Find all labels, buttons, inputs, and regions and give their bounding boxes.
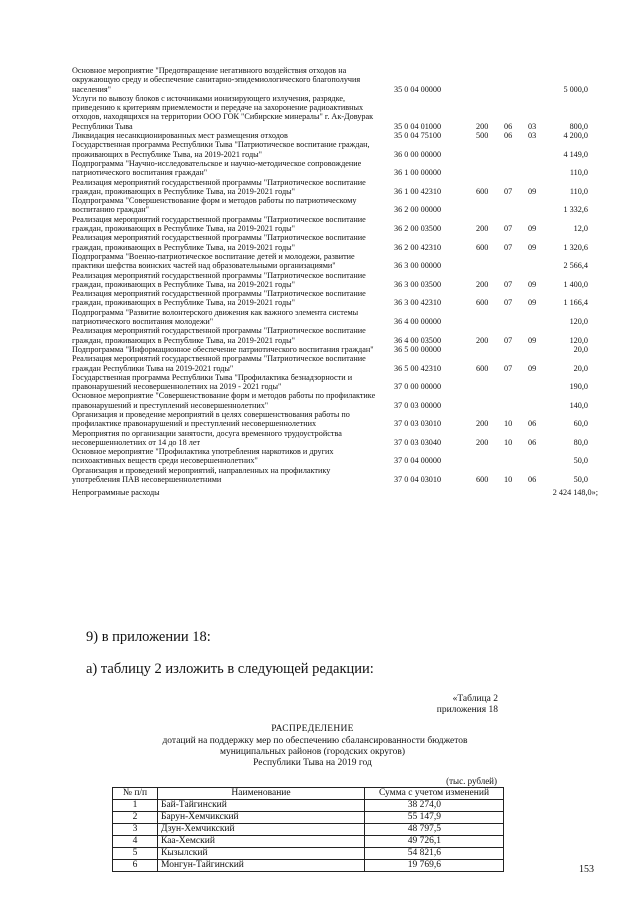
row-sum: 50,0 [573, 475, 588, 485]
distribution-table-body [113, 800, 504, 872]
budget-row [72, 289, 612, 308]
row-code: 37 0 00 00000 [394, 382, 442, 392]
row-section: 07 [504, 335, 513, 345]
row-subsection: 09 [528, 335, 537, 345]
row-name: Подпрограмма "Военно-патриотическое воспитание детей и молодежи, развитие практики шефства воинских частей над образовательными организациями" [72, 251, 355, 271]
row-expense-type: 600 [476, 475, 489, 485]
row-name: Подпрограмма "Развитие волонтерского движения как важного элемента системы патриотического воспитания молодежи" [72, 307, 359, 327]
row-subsection: 09 [528, 363, 537, 373]
row-sum: 1 320,6 [563, 242, 588, 252]
row-expense-type: 600 [476, 298, 489, 308]
row-sum: 110,0 [569, 168, 588, 178]
row-code: 36 3 00 00000 [394, 261, 442, 271]
budget-row [72, 94, 612, 131]
row-code: 35 0 04 00000 [394, 84, 442, 94]
distribution-subtitle-2: муниципальных районов (городских округов) [219, 747, 406, 757]
row-subsection: 09 [528, 298, 537, 308]
cell-name: Монгун-Тайгинский [158, 860, 365, 872]
table-row [113, 800, 504, 812]
budget-row [72, 373, 612, 392]
row-name: Подпрограмма "Научно-исследовательское и научно-методическое сопровождение патриотического воспитания граждан" [72, 158, 362, 178]
row-name: Реализация мероприятий государственной программы "Патриотическое воспитание граждан, проживающих в Республике Тыва, на 2019-2021 годы" [72, 270, 366, 289]
table-row [113, 824, 504, 836]
budget-row [72, 131, 612, 140]
budget-row [72, 429, 612, 448]
budget-row [72, 215, 612, 234]
row-sum: 190,0 [569, 382, 588, 392]
budget-row [72, 271, 612, 290]
row-sum: 2 424 148,0»; [552, 488, 598, 498]
row-name: Реализация мероприятий государственной программы "Патриотическое воспитание граждан, проживающих в Республике Тыва, на 2019-2021 годы" [72, 214, 366, 234]
row-name: Государственная программа Республики Тыва "Профилактика безнадзорности и правонарушений несовершеннолетних на 2019 - 2021 годы" [72, 372, 353, 392]
row-expense-type: 600 [476, 242, 489, 252]
row-section: 07 [504, 363, 513, 373]
row-subsection: 03 [528, 131, 537, 141]
row-sum: 4 149,0 [563, 149, 588, 159]
row-subsection: 06 [528, 475, 537, 485]
row-sum: 110,0 [569, 186, 588, 196]
row-subsection: 09 [528, 186, 537, 196]
row-sum: 20,0 [573, 344, 588, 354]
row-code: 36 3 00 03500 [394, 279, 442, 289]
row-code: 37 0 03 00000 [394, 400, 442, 410]
row-section: 10 [504, 475, 513, 485]
cell-sum: 55 147,9 [365, 812, 504, 824]
table-row [113, 860, 504, 872]
row-code: 36 2 00 42310 [394, 242, 442, 252]
row-sum: 1 166,4 [563, 298, 588, 308]
cell-num: 3 [113, 824, 158, 836]
page-number: 153 [579, 864, 594, 875]
row-sum: 120,0 [569, 335, 588, 345]
cell-sum: 38 274,0 [365, 800, 504, 812]
distribution-table [112, 787, 504, 872]
row-expense-type: 200 [476, 419, 489, 429]
row-name: Реализация мероприятий государственной программы "Патриотическое воспитание граждан Республики Тыва на 2019-2021 годы" [72, 354, 366, 373]
budget-row [72, 66, 612, 94]
subsection-heading: а) таблицу 2 изложить в следующей редакции: [86, 661, 374, 677]
row-name: Услуги по вывозу блоков с источниками ионизирующего излучения, разрядке, приведению к критериям приемлемости и передаче на захоронение радиоактивных отходов, находящихся на территории ООО ГОК "Сибирские минералы" г. Ак-Довурак Республики Тыва [72, 93, 374, 131]
cell-name: Каа-Хемский [158, 836, 365, 848]
row-name: Ликвидация несанкционированных мест размещения отходов [72, 131, 288, 141]
row-sum: 140,0 [569, 400, 588, 410]
row-code: 36 5 00 00000 [394, 344, 442, 354]
table-header-row [113, 788, 504, 800]
row-expense-type: 200 [476, 437, 489, 447]
row-code: 36 0 00 00000 [394, 149, 442, 159]
row-code: 37 0 03 03040 [394, 437, 442, 447]
row-code: 35 0 04 01000 [394, 121, 442, 131]
budget-total-row [72, 488, 612, 497]
row-code: 36 1 00 00000 [394, 168, 442, 178]
cell-name: Бай-Тайгинский [158, 800, 365, 812]
row-name: Основное мероприятие "Предотвращение негативного воздействия отходов на окружающую среду и обеспечение санитарно-эпидемиологического благополучия населения" [72, 66, 361, 94]
row-section: 06 [504, 121, 513, 131]
budget-row [72, 326, 612, 345]
row-code: 37 0 03 03010 [394, 419, 442, 429]
row-expense-type: 200 [476, 121, 489, 131]
row-subsection: 09 [528, 279, 537, 289]
row-section: 10 [504, 437, 513, 447]
budget-row [72, 140, 612, 159]
row-section: 07 [504, 224, 513, 234]
row-code: 36 2 00 00000 [394, 205, 442, 215]
row-name: Организация и проведение мероприятий в целях совершенствования работы по профилактике правонарушений и преступлений несовершеннолетних [72, 409, 350, 429]
budget-row [72, 252, 612, 271]
row-name: Реализация мероприятий государственной программы "Патриотическое воспитание граждан, проживающих в Республике Тыва, на 2019-2021 годы" [72, 177, 366, 196]
distribution-title: РАСПРЕДЕЛЕНИЕ [271, 724, 354, 734]
cell-name: Кызылский [158, 848, 365, 860]
row-section: 07 [504, 242, 513, 252]
row-code: 35 0 04 75100 [394, 131, 442, 141]
row-expense-type: 600 [476, 186, 489, 196]
cell-name: Барун-Хемчикский [158, 812, 365, 824]
row-sum: 4 200,0 [563, 131, 588, 141]
row-expense-type: 200 [476, 279, 489, 289]
distribution-subtitle-1: дотаций на поддержку мер по обеспечению сбалансированности бюджетов [162, 736, 468, 746]
row-name: Основное мероприятие "Совершенствование форм и методов работы по профилактике правонарушений и преступлений несовершеннолетних" [72, 391, 376, 410]
row-name: Подпрограмма "Совершенствование форм и методов работы по патриотическому воспитанию граждан" [72, 196, 357, 215]
budget-row [72, 447, 612, 466]
budget-row [72, 178, 612, 197]
budget-row [72, 308, 612, 327]
distribution-subtitle-3: Республики Тыва на 2019 год [253, 758, 372, 768]
row-sum: 12,0 [573, 224, 588, 234]
budget-row [72, 410, 612, 429]
cell-num: 2 [113, 812, 158, 824]
row-name: Реализация мероприятий государственной программы "Патриотическое воспитание граждан, проживающих в Республике Тыва, на 2019-2021 годы" [72, 289, 366, 308]
row-subsection: 06 [528, 437, 537, 447]
row-sum: 50,0 [573, 456, 588, 466]
row-name: Реализация мероприятий государственной программы "Патриотическое воспитание граждан, проживающих в Республике Тыва, на 2019-2021 годы" [72, 326, 366, 345]
row-sum: 800,0 [569, 121, 588, 131]
budget-row [72, 196, 612, 215]
row-code: 37 0 04 00000 [394, 456, 442, 466]
row-section: 06 [504, 131, 513, 141]
header-num: № п/п [113, 788, 158, 800]
row-name: Непрограммные расходы [72, 488, 160, 498]
cell-num: 6 [113, 860, 158, 872]
budget-row [72, 391, 612, 410]
row-code: 37 0 04 03010 [394, 475, 442, 485]
row-sum: 1 332,6 [563, 205, 588, 215]
row-subsection: 09 [528, 242, 537, 252]
row-code: 36 4 00 03500 [394, 335, 442, 345]
header-name: Наименование [158, 788, 365, 800]
row-expense-type: 200 [476, 224, 489, 234]
row-code: 36 4 00 00000 [394, 317, 442, 327]
row-expense-type: 600 [476, 363, 489, 373]
row-sum: 2 566,4 [563, 261, 588, 271]
row-expense-type: 500 [476, 131, 489, 141]
cell-name: Дзун-Хемчикский [158, 824, 365, 836]
cell-sum: 54 821,6 [365, 848, 504, 860]
row-section: 07 [504, 298, 513, 308]
cell-num: 4 [113, 836, 158, 848]
units-label: (тыс. рублей) [446, 776, 497, 786]
row-subsection: 09 [528, 224, 537, 234]
row-name: Основное мероприятие "Профилактика употребления наркотиков и других психоактивных веществ среди несовершеннолетних" [72, 447, 334, 466]
row-name: Реализация мероприятий государственной программы "Патриотическое воспитание граждан, проживающих в Республике Тыва, на 2019-2021 годы" [72, 233, 366, 252]
row-code: 36 5 00 42310 [394, 363, 442, 373]
table-row [113, 848, 504, 860]
budget-row [72, 159, 612, 178]
budget-row [72, 466, 612, 485]
cell-sum: 19 769,6 [365, 860, 504, 872]
row-sum: 80,0 [573, 437, 588, 447]
cell-num: 5 [113, 848, 158, 860]
budget-row [72, 233, 612, 252]
row-sum: 20,0 [573, 363, 588, 373]
budget-row [72, 354, 612, 373]
row-name: Организация и проведений мероприятий, направленных на профилактику употребления ПАВ несовершеннолетними [72, 465, 331, 485]
cell-num: 1 [113, 800, 158, 812]
row-code: 36 2 00 03500 [394, 224, 442, 234]
row-sum: 120,0 [569, 317, 588, 327]
row-sum: 5 000,0 [563, 84, 588, 94]
table-caption-appendix: приложения 18 [436, 705, 498, 715]
budget-row [72, 345, 612, 354]
budget-rows [72, 66, 612, 484]
budget-table [72, 66, 612, 498]
row-section: 07 [504, 279, 513, 289]
row-subsection: 06 [528, 419, 537, 429]
table-row [113, 836, 504, 848]
row-subsection: 03 [528, 121, 537, 131]
table-caption: «Таблица 2 [452, 694, 498, 704]
section-heading: 9) в приложении 18: [86, 629, 211, 645]
row-name: Мероприятия по организации занятости, досуга временного трудоустройства несовершеннолетних от 14 до 18 лет [72, 428, 342, 447]
row-expense-type: 200 [476, 335, 489, 345]
row-code: 36 3 00 42310 [394, 298, 442, 308]
cell-sum: 49 726,1 [365, 836, 504, 848]
row-name: Государственная программа Республики Тыва "Патриотическое воспитание граждан, проживающих в Республике Тыва, на 2019-2021 годы" [72, 140, 370, 159]
table-row [113, 812, 504, 824]
row-section: 07 [504, 186, 513, 196]
header-sum: Сумма с учетом изменений [365, 788, 504, 800]
row-sum: 1 400,0 [563, 279, 588, 289]
row-section: 10 [504, 419, 513, 429]
cell-sum: 48 797,5 [365, 824, 504, 836]
row-code: 36 1 00 42310 [394, 186, 442, 196]
row-sum: 60,0 [573, 419, 588, 429]
row-name: Подпрограмма "Информационное обеспечение патриотического воспитания граждан" [72, 344, 374, 354]
